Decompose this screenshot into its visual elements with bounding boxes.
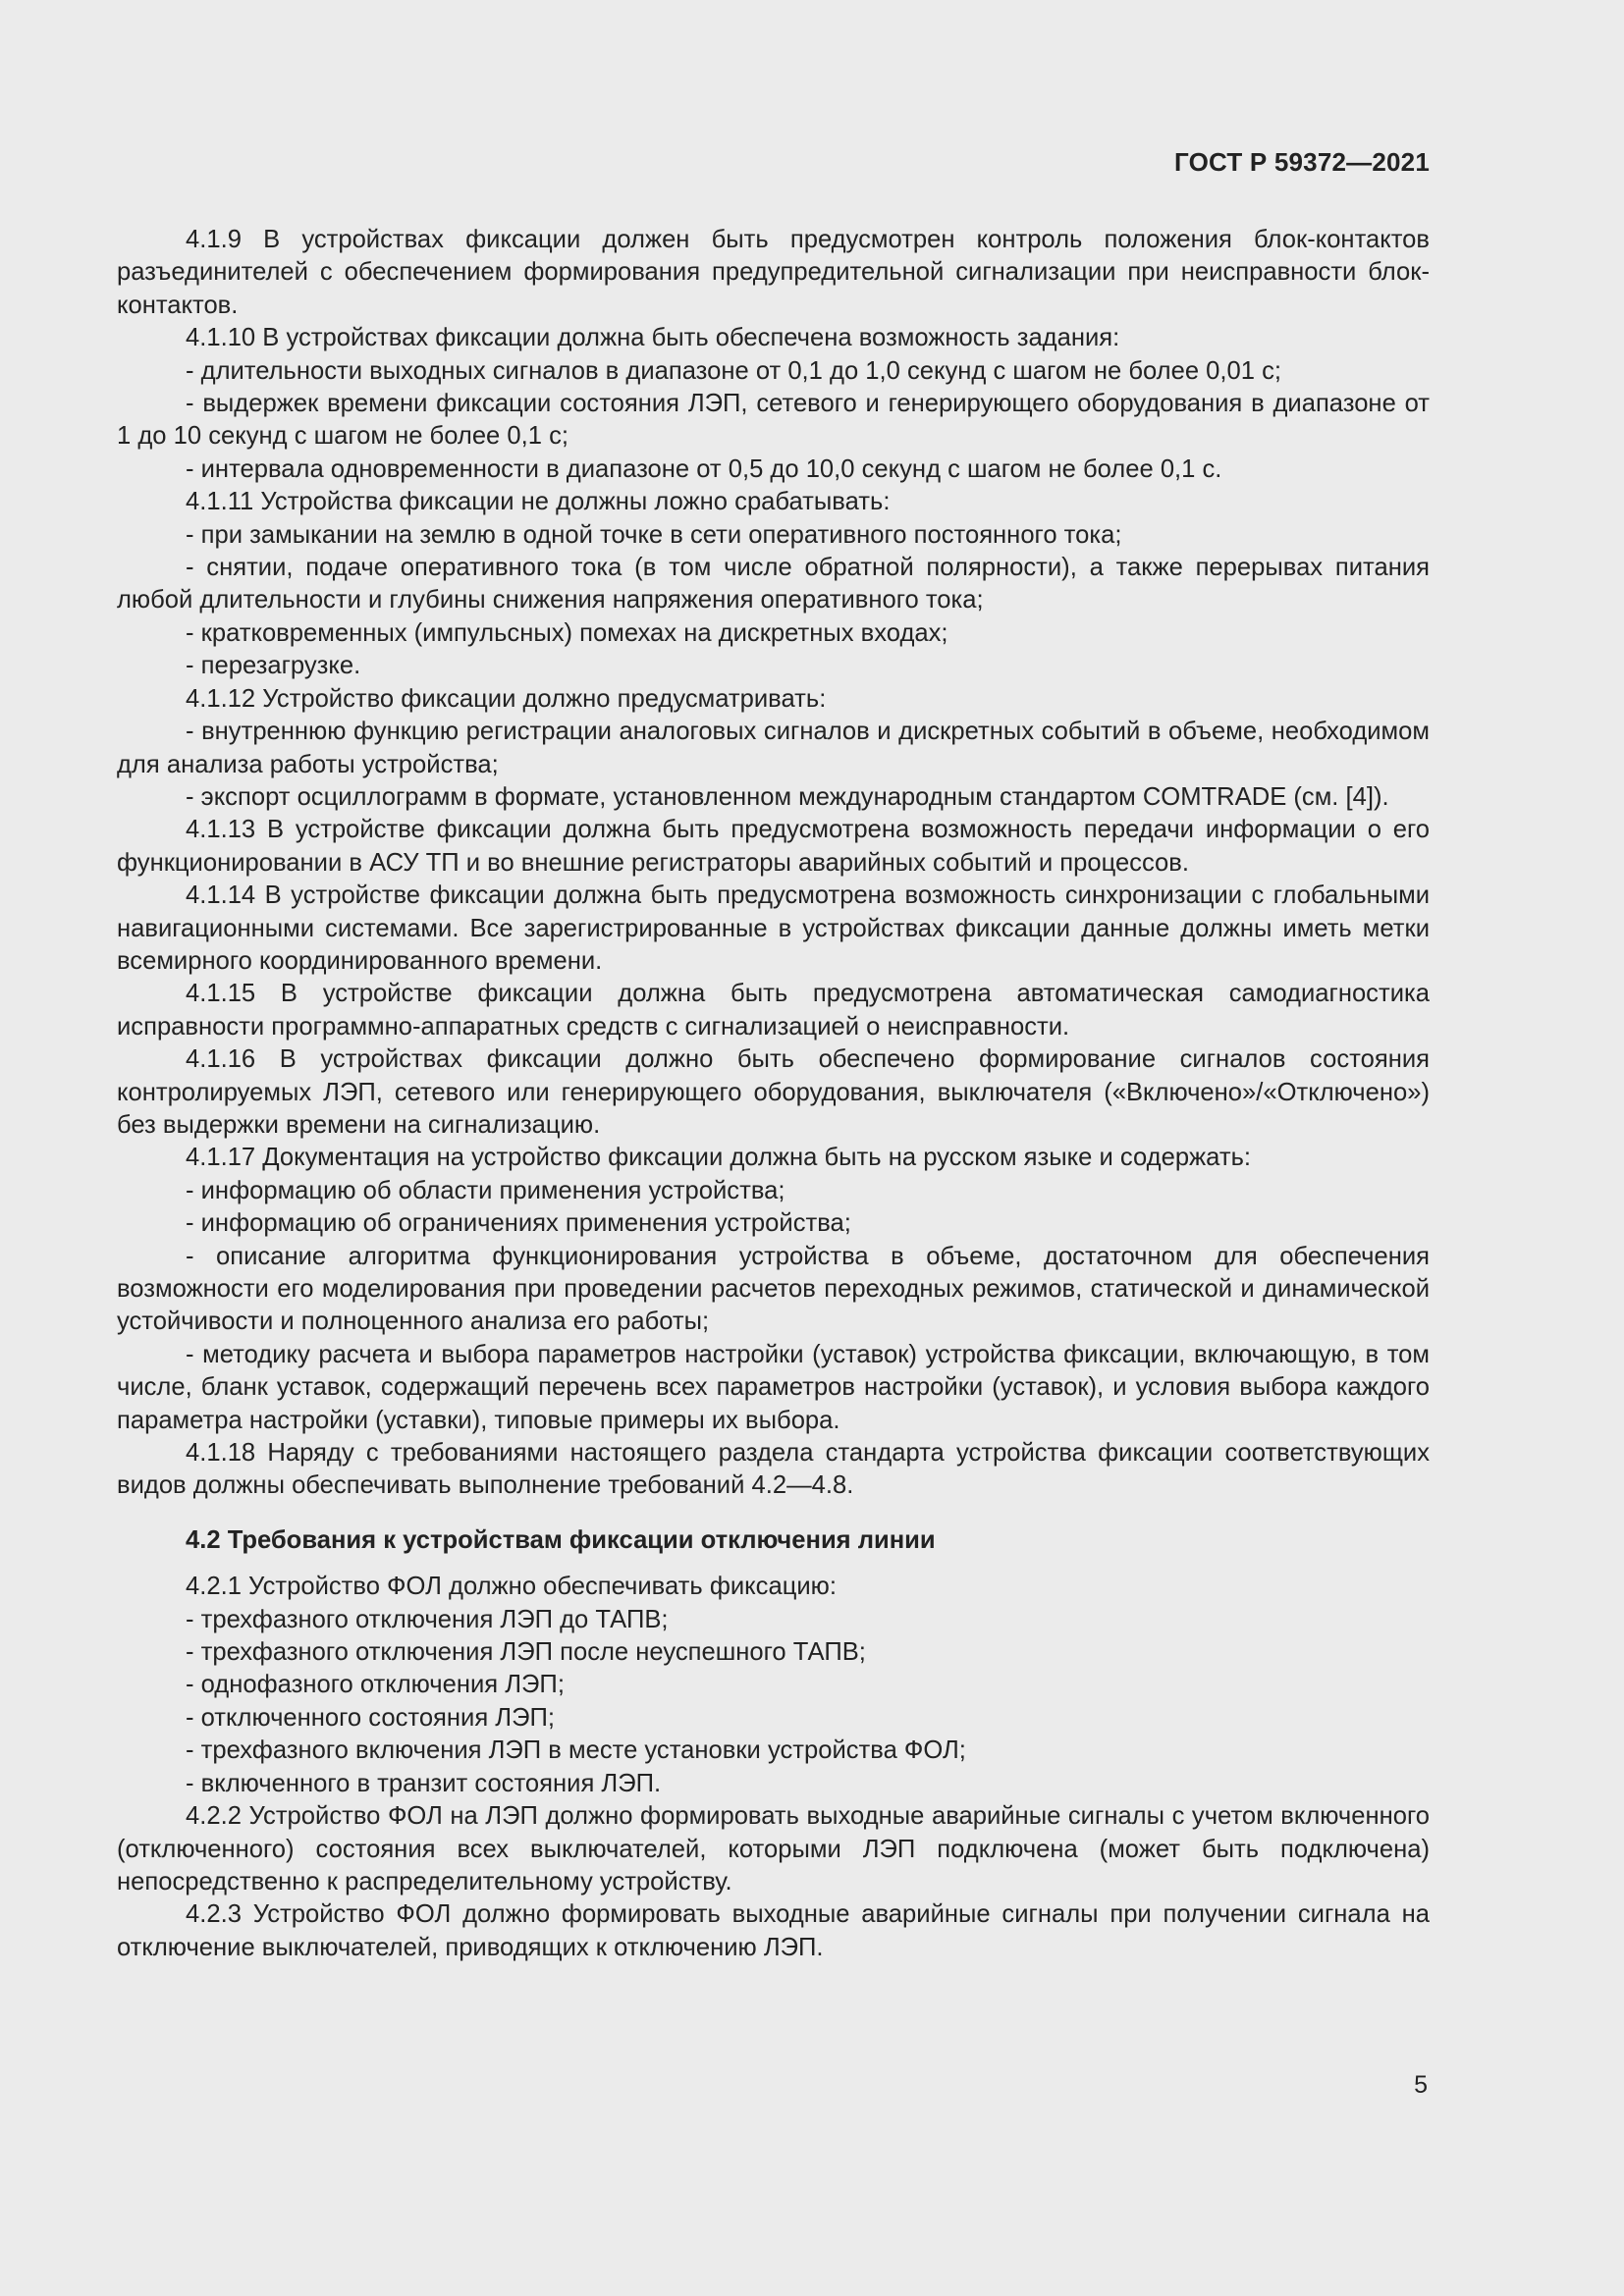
list-item: - однофазного отключения ЛЭП; xyxy=(186,1671,565,1699)
list-item: - информацию об ограничениях применения устройства; xyxy=(186,1209,851,1238)
paragraph: 4.1.10 В устройствах фиксации должна быть обеспечена возможность задания: xyxy=(186,324,1120,352)
list-item: - при замыкании на землю в одной точке в сети оперативного постоянного тока; xyxy=(186,520,1122,549)
paragraph: 4.1.9 В устройствах фиксации должен быть предусмотрен контроль положения блок-контактов разъединителей с обеспечением формирования предупредительной сигнализации при неисправности блок-контактов. xyxy=(117,226,1430,319)
list-item: - трехфазного включения ЛЭП в месте установки устройства ФОЛ; xyxy=(186,1736,966,1765)
list-item: - трехфазного отключения ЛЭП до ТАПВ; xyxy=(186,1605,669,1633)
section-heading: 4.2 Требования к устройствам фиксации отключения линии xyxy=(186,1525,936,1554)
document-body xyxy=(117,224,1430,1964)
list-item: - снятии, подаче оперативного тока (в том числе обратной полярности), а также перерывах питания любой длительности и глубины снижения напряжения оперативного тока; xyxy=(117,554,1430,614)
paragraph: 4.1.16 В устройствах фиксации должно быть обеспечено формирование сигналов состояния контролируемых ЛЭП, сетевого или генерирующего оборудования, выключателя («Включено»/«Отключено») без выдержки времени на сигнализацию. xyxy=(117,1045,1430,1139)
list-item: - длительности выходных сигналов в диапазоне от 0,1 до 1,0 секунд с шагом не более 0,01 с; xyxy=(186,356,1282,385)
list-item: - кратковременных (импульсных) помехах на дискретных входах; xyxy=(186,618,948,647)
paragraph: 4.1.13 В устройстве фиксации должна быть предусмотрена возможность передачи информации о его функционировании в АСУ ТП и во внешние регистраторы аварийных событий и процессов. xyxy=(117,816,1430,877)
paragraph: 4.1.14 В устройстве фиксации должна быть предусмотрена возможность синхронизации с глобальными навигационными системами. Все зарегистрированные в устройствах фиксации данные должны иметь метки всемирного координированного времени. xyxy=(117,881,1430,975)
list-item: - информацию об области применения устройства; xyxy=(186,1176,785,1204)
list-item: - отключенного состояния ЛЭП; xyxy=(186,1703,556,1732)
paragraph: 4.1.18 Наряду с требованиями настоящего раздела стандарта устройства фиксации соответствующих видов должны обеспечивать выполнение требований 4.2—4.8. xyxy=(117,1439,1430,1500)
list-item: - выдержек времени фиксации состояния ЛЭП, сетевого и генерирующего оборудования в диапазоне от 1 до 10 секунд с шагом не более 0,1 с; xyxy=(117,390,1430,451)
paragraph: 4.2.1 Устройство ФОЛ должно обеспечивать фиксацию: xyxy=(186,1573,837,1601)
list-item: - методику расчета и выбора параметров настройки (уставок) устройства фиксации, включающую, в том числе, бланк уставок, содержащий перечень всех параметров настройки (уставок), и условия выбора каждого параметра настройки (уставки), типовые примеры их выбора. xyxy=(117,1340,1430,1434)
list-item: - интервала одновременности в диапазоне от 0,5 до 10,0 секунд с шагом не более 0,1 с. xyxy=(186,454,1222,483)
paragraph: 4.1.11 Устройства фиксации не должны ложно срабатывать: xyxy=(186,488,891,516)
paragraph: 4.2.2 Устройство ФОЛ на ЛЭП должно формировать выходные аварийные сигналы с учетом включенного (отключенного) состояния всех выключателей, которыми ЛЭП подключена (может быть подключена) непосредственно к распределительному устройству. xyxy=(117,1802,1430,1896)
list-item: - экспорт осциллограмм в формате, установленном международным стандартом COMTRADE (см. [4]). xyxy=(186,782,1389,811)
list-item: - описание алгоритма функционирования устройства в объеме, достаточном для обеспечения возможности его моделирования при проведении расчетов переходных режимов, статической и динамической устойчивости и полноценного анализа его работы; xyxy=(117,1242,1430,1336)
list-item: - трехфазного отключения ЛЭП после неуспешного ТАПВ; xyxy=(186,1638,866,1667)
paragraph: 4.2.3 Устройство ФОЛ должно формировать выходные аварийные сигналы при получении сигнала на отключение выключателей, приводящих к отключению ЛЭП. xyxy=(117,1900,1430,1961)
list-item: - перезагрузке. xyxy=(186,652,361,680)
list-item: - внутреннюю функцию регистрации аналоговых сигналов и дискретных событий в объеме, необходимом для анализа работы устройства; xyxy=(117,718,1430,778)
page-number: 5 xyxy=(1414,2071,1428,2099)
document-header: ГОСТ Р 59372—2021 xyxy=(1174,147,1430,177)
paragraph: 4.1.17 Документация на устройство фиксации должна быть на русском языке и содержать: xyxy=(186,1144,1252,1172)
paragraph: 4.1.12 Устройство фиксации должно предусматривать: xyxy=(186,684,827,713)
list-item: - включенного в транзит состояния ЛЭП. xyxy=(186,1769,662,1797)
paragraph: 4.1.15 В устройстве фиксации должна быть предусмотрена автоматическая самодиагностика исправности программно-аппаратных средств с сигнализацией о неисправности. xyxy=(117,980,1430,1041)
